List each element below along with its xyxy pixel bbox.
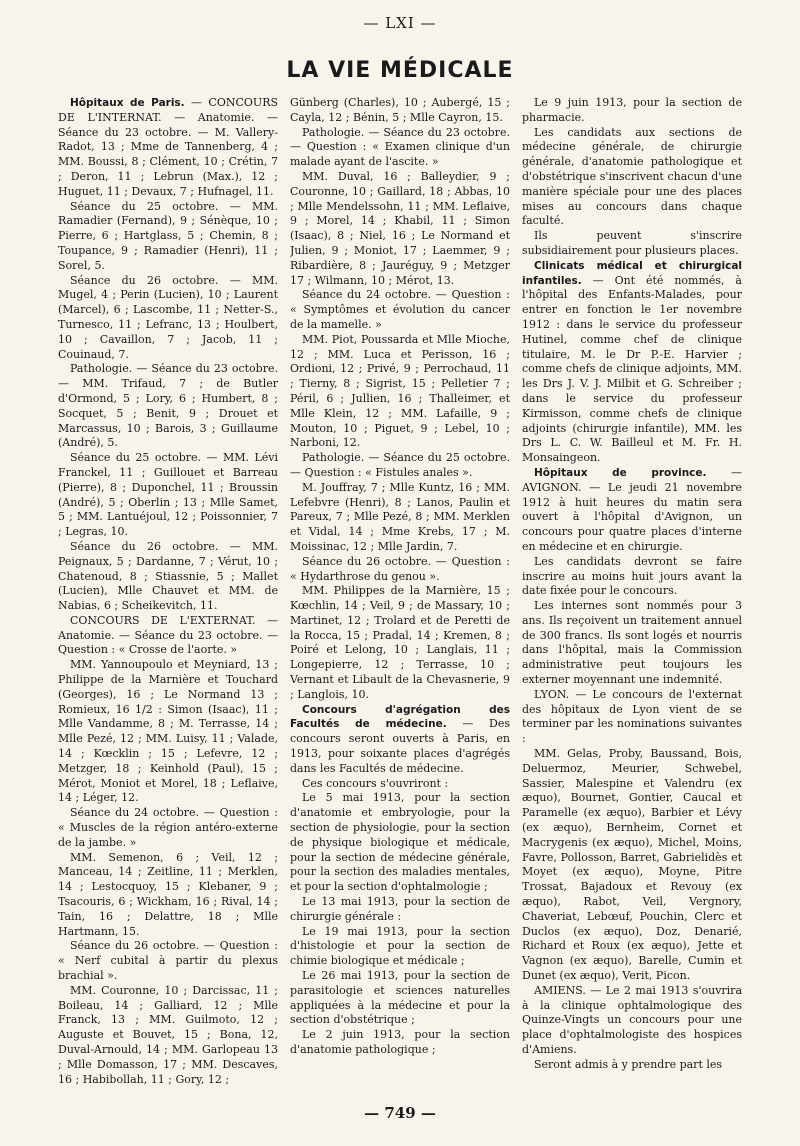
paragraph-text: Le 19 mai 1913, pour la section d'histologie et pour la section de chimie biologique et médicale ; <box>290 924 510 968</box>
paragraph <box>290 777 510 792</box>
paragraph <box>522 466 742 555</box>
paragraph-text: Les candidats devront se faire inscrire au moins huit jours avant la date fixée pour le concours. <box>522 554 742 598</box>
paragraph <box>522 96 742 126</box>
paragraph-text: Séance du 24 octobre. — Question : « Symptômes et évolution du cancer de la mamelle. » <box>290 288 510 331</box>
paragraph-text: MM. Duval, 16 ; Balleydier, 9 ; Couronne, 10 ; Gaillard, 18 ; Abbas, 10 ; Mlle Mendelssohn, 11 ; MM. Leflaive, 9 ; Morel, 14 ; Khabil, 11 ; Simon (Isaac), 8 ; Niel, 16 ; Le Normand et Julien, 9 ; Moniot, 17 ; Laemmer, 9 ; Ribardière, 8 ; Jauréguy, 9 ; Metzger 17 ; Wilmann, 10 ; Mérot, 13. <box>290 169 510 287</box>
paragraph <box>58 200 278 274</box>
paragraph <box>290 703 510 777</box>
paragraph-text: Le 9 juin 1913, pour la section de pharmacie. <box>522 96 742 124</box>
paragraph <box>290 288 510 332</box>
paragraph <box>58 274 278 363</box>
paragraph <box>290 451 510 481</box>
paragraph-text: LYON. — Le concours de l'externat des hôpitaux de Lyon vient de se terminer par les nominations suivantes : <box>522 687 742 746</box>
paragraph-text: Les internes sont nommés pour 3 ans. Ils reçoivent un traitement annuel de 300 francs. Ils sont logés et nourris dans l'hôpital, mais la Commission administrative peut toujours les externer moyennant une indemnité. <box>522 599 742 687</box>
paragraph <box>58 362 278 451</box>
paragraph-text: Séance du 25 octobre. — MM. Ramadier (Fernand), 9 ; Sénèque, 10 ; Pierre, 6 ; Hartglass, 5 ; Chemin, 8 ; Toupance, 9 ; Ramadier (Henri), 11 ; Sorel, 5. <box>58 199 278 272</box>
paragraph <box>522 229 742 259</box>
paragraph <box>290 170 510 288</box>
paragraph-text: Le 13 mai 1913, pour la section de chirurgie générale : <box>290 895 510 923</box>
paragraph-text: Séance du 26 octobre. — Question : « Nerf cubital à partir du plexus brachial ». <box>58 939 278 983</box>
paragraph <box>290 481 510 555</box>
paragraph-text: Séance du 26 octobre. — MM. Peignaux, 5 ; Dardanne, 7 ; Vérut, 10 ; Chatenoud, 8 ; Stiassnie, 5 ; Mallet (Lucien), Mlle Chauvet et MM. de Nabias, 6 ; Scheikevitch, 11. <box>58 539 278 613</box>
paragraph <box>290 555 510 585</box>
paragraph-text: CONCOURS DE L'EXTERNAT. — Anatomie. — Séance du 23 octobre. — Question : « Crosse de l'aorte. » <box>58 613 278 657</box>
paragraph <box>290 969 510 1028</box>
paragraph-text: Seront admis à y prendre part les <box>534 1057 723 1071</box>
paragraph-text: Pathologie. — Séance du 25 octobre. — Question : « Fistules anales ». <box>290 451 510 479</box>
paragraph-text: MM. Yannoupoulo et Meyniard, 13 ; Philippe de la Marnière et Touchard (Georges), 16 ; Le Normand 13 ; Romieux, 16 1/2 : Simon (Isaac), 11 ; Mlle Vandamme, 8 ; M. Terrasse, 14 ; Mlle Pezé, 12 ; MM. Luisy, 11 ; Valade, 14 ; Kœcklin ; 15 ; Lefevre, 12 ; Metzger, 18 ; Keinhold (Paul), 15 ; Mérot, Moniot et Morel, 18 ; Leflaive, 14 ; Léger, 12. <box>58 658 278 805</box>
paragraph <box>58 96 278 200</box>
paragraph-text: — Ont été nommés, à l'hôpital des Enfants-Malades, pour entrer en fonction le 1er novembre 1912 : dans le service du professeur Hutinel, comme chef de clinique titulaire, M. le Dr P.-E. Harvier ; comme chefs de clinique adjoints, MM. les Drs J. V. J. Milbit et G. Schreiber ; dans le service du professeur Kirmisson, comme chefs de clinique adjoints (chirurgie infantile), MM. les Drs L. C. W. Bailleul et M. Fr. H. Monsaingeon. <box>522 273 742 465</box>
paragraph <box>290 1028 510 1058</box>
paragraph <box>58 939 278 983</box>
paragraph <box>290 895 510 925</box>
journal-title: LA VIE MÉDICALE <box>286 58 514 83</box>
column-1 <box>58 96 278 1096</box>
paragraph <box>522 1058 742 1073</box>
paragraph-text: MM. Philippes de la Marnière, 15 ; Kœchlin, 14 ; Veil, 9 ; de Massary, 10 ; Martinet, 12 ; Trolard et de Peretti de la Rocca, 15 ; Pradal, 14 ; Kremen, 8 ; Poiré et Lelong, 10 ; Langlais, 11 ; Longepierre, 12 ; Terrasse, 10 ; Vernant et Libault de la Chevasnerie, 9 ; Langlois, 10. <box>290 584 510 701</box>
paragraph-text: M. Jouffray, 7 ; Mlle Kuntz, 16 ; MM. Lefebvre (Henri), 8 ; Lanos, Paulin et Pareux, 7 ; Mlle Pezé, 8 ; MM. Merklen et Vidal, 14 ; Mme Krebs, 17 ; M. Moissinac, 12 ; Mlle Jardin, 7. <box>290 480 510 553</box>
section-heading: Clinicats médical et chirurgical infantiles. <box>522 259 742 287</box>
paragraph <box>58 851 278 940</box>
column-2 <box>290 96 510 1096</box>
paragraph-text: Pathologie. — Séance du 23 octobre. — MM. Trifaud, 7 ; de Butler d'Ormond, 5 ; Lory, 6 ; Humbert, 8 ; Socquet, 5 ; Benit, 9 ; Drouet et Marcassus, 10 ; Barois, 3 ; Guillaume (André), 5. <box>58 362 278 450</box>
paragraph <box>58 614 278 658</box>
section-heading: Concours d'agrégation des Facultés de médecine. <box>290 703 510 731</box>
section-heading: Hôpitaux de Paris. <box>70 97 185 109</box>
paragraph <box>522 688 742 747</box>
paragraph-text: AMIENS. — Le 2 mai 1913 s'ouvrira à la clinique ophtalmologique des Quinze-Vingts un concours pour une place d'ophtalmologiste des hospices d'Amiens. <box>522 983 742 1056</box>
paragraph <box>290 96 510 126</box>
paragraph-text: Séance du 24 octobre. — Question : « Muscles de la région antéro-externe de la jambe. » <box>58 806 278 849</box>
paragraph <box>522 599 742 688</box>
paragraph-text: Le 5 mai 1913, pour la section d'anatomie et embryologie, pour la section de physiologie, pour la section de physique biologique et médicale, pour la section de médecine générale, pour la section des maladies mentales, et pour la section d'ophtalmologie ; <box>290 791 510 894</box>
paragraph-text: Le 26 mai 1913, pour la section de parasitologie et sciences naturelles appliquées à la médecine et pour la section d'obstétrique ; <box>290 969 510 1027</box>
paragraph-text: Séance du 26 octobre. — MM. Mugel, 4 ; Perin (Lucien), 10 ; Laurent (Marcel), 6 ; Lascombe, 11 ; Netter-S., Turnesco, 11 ; Lefranc, 13 ; Houlbert, 10 ; Cavaillon, 7 ; Jacob, 11 ; Couinaud, 7. <box>58 273 278 361</box>
paragraph <box>290 925 510 969</box>
paragraph-text: MM. Couronne, 10 ; Darcissac, 11 ; Boileau, 14 ; Galliard, 12 ; Mlle Franck, 13 ; MM. Guilmoto, 12 ; Auguste et Bouvet, 15 ; Bona, 12, Duval-Arnould, 14 ; MM. Garlopeau 13 ; Mlle Domasson, 17 ; MM. Descaves, 16 ; Habibollah, 11 ; Gory, 12 ; <box>58 983 278 1086</box>
paragraph-text: Les candidats aux sections de médecine générale, de chirurgie générale, d'anatomie pathologique et d'obstétrique s'inscrivent chacun d'une manière spéciale pour une des places mises au concours dans chaque faculté. <box>522 125 742 228</box>
paragraph <box>522 259 742 466</box>
paragraph-text: Ils peuvent s'inscrire subsidiairement pour plusieurs places. <box>522 229 742 257</box>
paragraph-text: — CONCOURS DE L'INTERNAT. — Anatomie. — Séance du 23 octobre. — M. Vallery-Radot, 13 ; Mme de Tannenberg, 4 ; MM. Boussi, 8 ; Clément, 10 ; Crétin, 7 ; Deron, 11 ; Lebrun (Max.), 12 ; Huguet, 11 ; Devaux, 7 ; Hufnagel, 11. <box>58 96 278 198</box>
paragraph-text: — Des concours seront ouverts à Paris, en 1913, pour soixante places d'agrégés dans les Facultés de médecine. <box>290 717 510 775</box>
paragraph <box>290 584 510 702</box>
paragraph-text: MM. Piot, Poussarda et Mlle Mioche, 12 ; MM. Luca et Perisson, 16 ; Ordioni, 12 ; Privé, 9 ; Perrochaud, 11 ; Tierny, 8 ; Sigrist, 15 ; Pelletier 7 ; Péril, 6 ; Jullien, 16 ; Thalleimer, et Mlle Klein, 12 ; MM. Lafaille, 9 ; Mouton, 10 ; Piguet, 9 ; Lebel, 10 ; Narboni, 12. <box>290 332 510 450</box>
paragraph <box>522 555 742 599</box>
paragraph <box>290 791 510 895</box>
paragraph-text: Séance du 26 octobre. — Question : « Hydarthrose du genou ». <box>290 554 510 583</box>
paragraph-text: MM. Gelas, Proby, Baussand, Bois, Deluermoz, Meurier, Schwebel, Sassier, Malespine et Valendru (ex æquo), Bournet, Gontier, Caucal et Paramelle (ex æquo), Barbier et Lévy (ex æquo), Bernheim, Cornet et Macrygenis (ex æquo), Michel, Moins, Favre, Pollosson, Barret, Gabrielidès et Moyet (ex æquo), Moyne, Pitre Trossat, Bajadoux et Revouy (ex æquo), Rabot, Veil, Vergnory, Chaveriat, Lebœuf, Pouchin, Clerc et Duclos (ex æquo), Doz, Denarié, Richard et Roux (ex æquo), Jette et Vagnon (ex æquo), Barelle, Cumin et Dunet (ex æquo), Verit, Picon. <box>522 747 742 983</box>
paragraph <box>58 451 278 540</box>
paragraph-text: Günberg (Charles), 10 ; Aubergé, 15 ; Cayla, 12 ; Bénin, 5 ; Mlle Cayron, 15. <box>290 96 510 124</box>
page-number: — 749 — <box>364 1104 436 1122</box>
column-3 <box>522 96 742 1096</box>
paragraph-text: MM. Semenon, 6 ; Veil, 12 ; Manceau, 14 ; Zeitline, 11 ; Merklen, 14 ; Lestocquoy, 15 ; Klebaner, 9 ; Tsacouris, 6 ; Wickham, 16 ; Rival, 14 ; Tain, 16 ; Delattre, 18 ; Mlle Hartmann, 15. <box>58 850 278 938</box>
paragraph <box>290 333 510 451</box>
paragraph <box>58 984 278 1088</box>
paragraph-text: Séance du 25 octobre. — MM. Lévi Franckel, 11 ; Guillouet et Barreau (Pierre), 8 ; Duponchel, 11 ; Broussin (André), 5 ; Oberlin ; 13 ; Mlle Samet, 5 ; MM. Lantuéjoul, 12 ; Poissonnier, 7 ; Legras, 10. <box>58 451 278 539</box>
paragraph <box>522 984 742 1058</box>
paragraph-text: Ces concours s'ouvriront : <box>302 776 449 790</box>
article-columns <box>58 96 742 1096</box>
paragraph <box>522 126 742 230</box>
paragraph <box>290 126 510 170</box>
paragraph-text: Pathologie. — Séance du 23 octobre. — Question : « Examen clinique d'un malade ayant de l'ascite. » <box>290 125 510 169</box>
paragraph <box>58 806 278 850</box>
paragraph-text: Le 2 juin 1913, pour la section d'anatomie pathologique ; <box>290 1028 510 1056</box>
section-heading: Hôpitaux de province. <box>534 466 707 479</box>
paragraph <box>522 747 742 984</box>
paragraph-text: — AVIGNON. — Le jeudi 21 novembre 1912 à huit heures du matin sera ouvert à l'hôpital d'Avignon, un concours pour quatre places d'interne en médecine et en chirurgie. <box>522 465 742 553</box>
paragraph <box>58 540 278 614</box>
page-roman-numeral: — LXI — <box>363 14 437 32</box>
paragraph <box>58 658 278 806</box>
